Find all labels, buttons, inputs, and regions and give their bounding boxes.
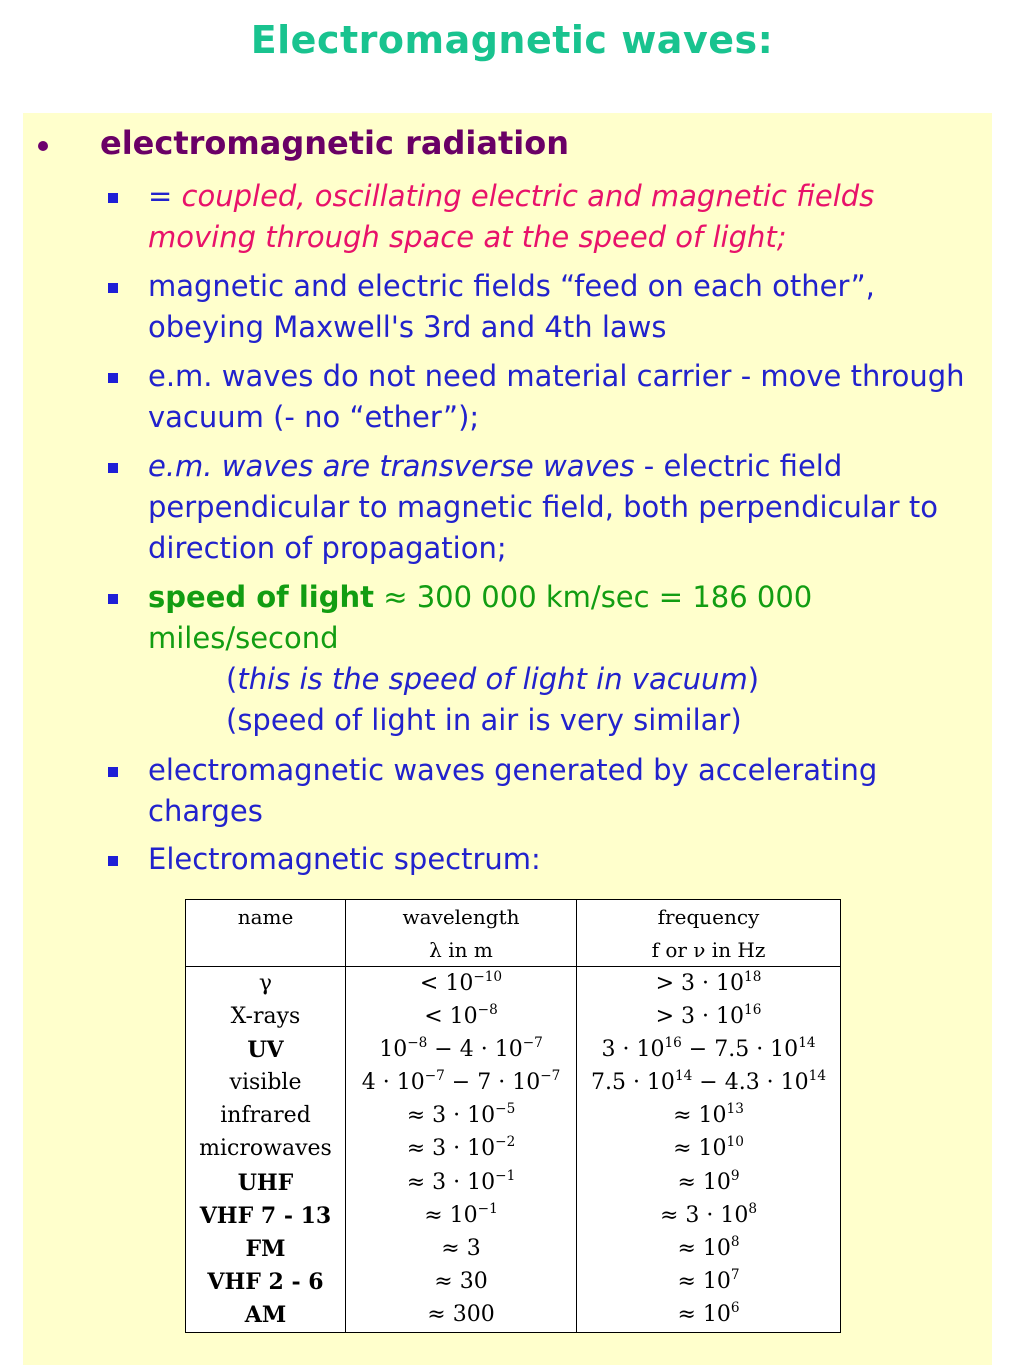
cell-wavelength: ≈ $3 \cdot 10^{-5}$ — [346, 1100, 577, 1133]
bullet-italic-text: coupled, oscillating electric and magnetic fields moving through space at the speed of light; — [148, 179, 875, 254]
cell-frequency: > $3 \cdot 10^{18}$ — [577, 967, 841, 1001]
slide-title: Electromagnetic waves: — [250, 18, 774, 62]
bullet-rest-text: - electric field perpendicular to magnetic field, both perpendicular to direction of propagation; — [148, 449, 938, 565]
square-bullet-icon — [108, 767, 118, 777]
cell-frequency: ≈ $10^{13}$ — [577, 1100, 841, 1133]
table-row — [186, 967, 840, 1001]
square-bullet-icon — [108, 373, 118, 383]
bullet-italic-text: e.m. waves are transverse waves — [148, 449, 635, 483]
table-row — [186, 1033, 840, 1066]
table-row — [186, 1232, 840, 1265]
cell-wavelength: < $10^{-8}$ — [346, 1000, 577, 1033]
col-header-wavelength: wavelength — [346, 900, 577, 933]
cell-name: microwaves — [199, 1136, 332, 1162]
bullet-item — [148, 176, 978, 258]
cell-frequency: ≈ $10^7$ — [577, 1266, 841, 1299]
cell-name: FM — [245, 1235, 286, 1262]
main-bullet-text: electromagnetic radiation — [100, 124, 569, 162]
table-row — [186, 1299, 840, 1332]
cell-wavelength: < $10^{-10}$ — [346, 967, 577, 1001]
table-row — [186, 1266, 840, 1299]
cell-frequency: ≈ $10^8$ — [577, 1232, 841, 1265]
cell-frequency: ≈ $10^{10}$ — [577, 1133, 841, 1166]
cell-wavelength: ≈ 300 — [346, 1299, 577, 1332]
cell-wavelength: ≈ $3 \cdot 10^{-1}$ — [346, 1166, 577, 1199]
col-header-frequency: frequency — [577, 900, 841, 933]
col-subheader-name — [186, 933, 346, 967]
bullet-item — [148, 446, 978, 569]
cell-name: VHF 7 - 13 — [199, 1202, 332, 1229]
cell-name: infrared — [220, 1103, 311, 1129]
air-note: (speed of light in air is very similar) — [226, 703, 742, 737]
col-subheader-wavelength: λ in m — [346, 933, 577, 967]
col-header-name: name — [237, 904, 294, 929]
vacuum-note: (this is the speed of light in vacuum) — [226, 662, 760, 696]
cell-frequency: $3 \cdot 10^{16} - 7.5 \cdot 10^{14}$ — [577, 1033, 841, 1066]
cell-frequency: ≈ $10^6$ — [577, 1299, 841, 1332]
cell-frequency: ≈ $10^9$ — [577, 1166, 841, 1199]
cell-wavelength: $4 \cdot 10^{-7} - 7 \cdot 10^{-7}$ — [346, 1067, 577, 1100]
em-spectrum-table — [185, 899, 841, 1333]
bullet-prefix: = — [148, 179, 182, 213]
bullet-item: e.m. waves do not need material carrier - move through vacuum (- no “ether”); — [148, 359, 965, 434]
cell-name: UHF — [237, 1169, 294, 1196]
cell-frequency: > $3 \cdot 10^{16}$ — [577, 1000, 841, 1033]
square-bullet-icon — [108, 283, 118, 293]
bullet-item: electromagnetic waves generated by accelerating charges — [148, 753, 878, 828]
cell-wavelength: ≈ 30 — [346, 1266, 577, 1299]
table-row — [186, 1133, 840, 1166]
cell-name: visible — [229, 1070, 302, 1096]
square-bullet-icon — [108, 193, 118, 203]
square-bullet-icon — [108, 594, 118, 604]
table-row — [186, 1067, 840, 1100]
round-bullet-icon — [38, 141, 48, 151]
cell-wavelength: $10^{-8} - 4 \cdot 10^{-7}$ — [346, 1033, 577, 1066]
cell-name: AM — [244, 1302, 287, 1329]
cell-name: γ — [258, 970, 273, 996]
bullet-item: Electromagnetic spectrum: — [148, 842, 541, 876]
square-bullet-icon — [108, 463, 118, 473]
table-row — [186, 1000, 840, 1033]
table-row — [186, 1199, 840, 1232]
cell-frequency: $7.5 \cdot 10^{14} - 4.3 \cdot 10^{14}$ — [577, 1067, 841, 1100]
cell-wavelength: ≈ $3 \cdot 10^{-2}$ — [346, 1133, 577, 1166]
col-subheader-frequency: f or ν in Hz — [577, 933, 841, 967]
table-row — [186, 1100, 840, 1133]
cell-name: X-rays — [230, 1003, 301, 1029]
cell-name: UV — [247, 1036, 284, 1063]
cell-wavelength: ≈ $10^{-1}$ — [346, 1199, 577, 1232]
cell-frequency: ≈ $3 \cdot 10^8$ — [577, 1199, 841, 1232]
square-bullet-icon — [108, 856, 118, 866]
cell-wavelength: ≈ 3 — [346, 1232, 577, 1265]
bullet-item — [148, 577, 978, 741]
cell-name: VHF 2 - 6 — [207, 1269, 324, 1296]
table-row — [186, 1166, 840, 1199]
bullet-item: magnetic and electric fields “feed on each other”, obeying Maxwell's 3rd and 4th laws — [148, 269, 875, 344]
speed-of-light-label: speed of light — [148, 580, 374, 614]
speed-of-light-value: ≈ 300 000 km/sec = 186 000 miles/second — [148, 580, 813, 655]
